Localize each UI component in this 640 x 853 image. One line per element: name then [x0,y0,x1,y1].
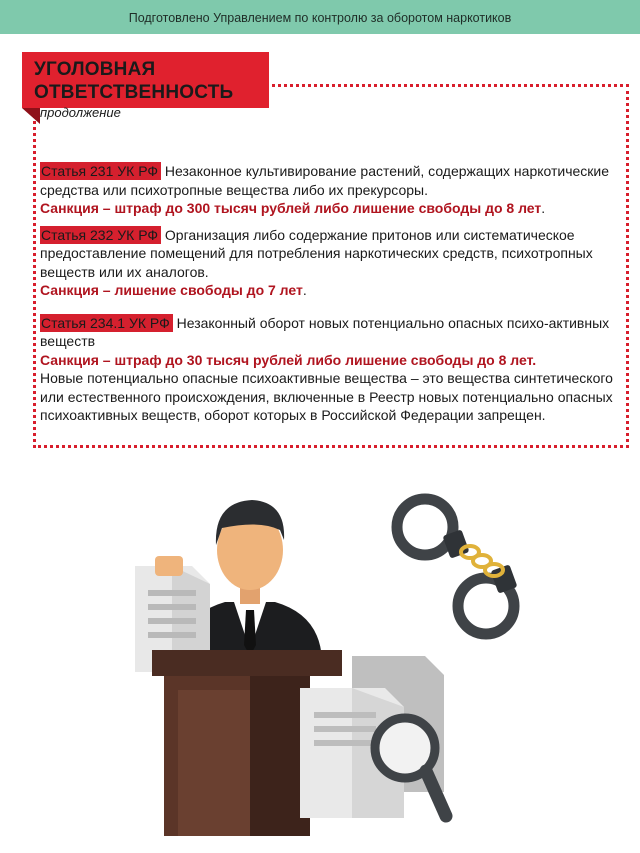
article-232 [40,226,625,300]
article-tag: Статья 234.1 УК РФ [40,314,173,332]
title-line-1: УГОЛОВНАЯ [34,59,156,80]
illustration [0,470,640,853]
article-tag: Статья 232 УК РФ [40,226,161,244]
title-banner-fold [22,108,40,124]
article-text: Незаконное культивирование растений, содержащих наркотические средства или психотропные вещества либо их прекурсоры. [40,163,610,198]
header-text: Подготовлено Управлением по контролю за оборотом наркотиков [128,11,512,25]
sanction-end: . [541,200,546,216]
article-tag: Статья 231 УК РФ [40,162,161,180]
article-sanction: Санкция – лишение свободы до 7 лет [40,282,303,298]
article-234-1 [40,314,625,425]
page-title [34,58,233,104]
handcuffs-icon [397,499,518,634]
article-text: Незаконный оборот новых потенциально опасных психо-активных веществ [40,314,610,349]
header-bar [0,0,640,34]
title-line-2: ОТВЕТСТВЕННОСТЬ [34,82,234,103]
page-subtitle: продолжение [40,105,121,120]
article-231 [40,162,625,218]
article-note: Новые потенциально опасные психоактивные вещества – это вещества синтетического или естественного происхождения, включенные в Реестр новых потенциально опасных психоактивных веществ, оборот которых в Российской Федерации запрещен. [40,370,613,423]
article-sanction: Санкция – штраф до 300 тысяч рублей либо лишение свободы до 8 лет [40,200,542,216]
sanction-end: . [302,282,307,298]
article-sanction: Санкция – штраф до 30 тысяч рублей либо лишение свободы до 8 лет. [40,351,537,368]
article-text: Организация либо содержание притонов или систематическое предоставление помещений для потребления наркотических средств, психотропных веществ или их аналогов. [40,226,593,280]
articles-list [40,162,625,433]
